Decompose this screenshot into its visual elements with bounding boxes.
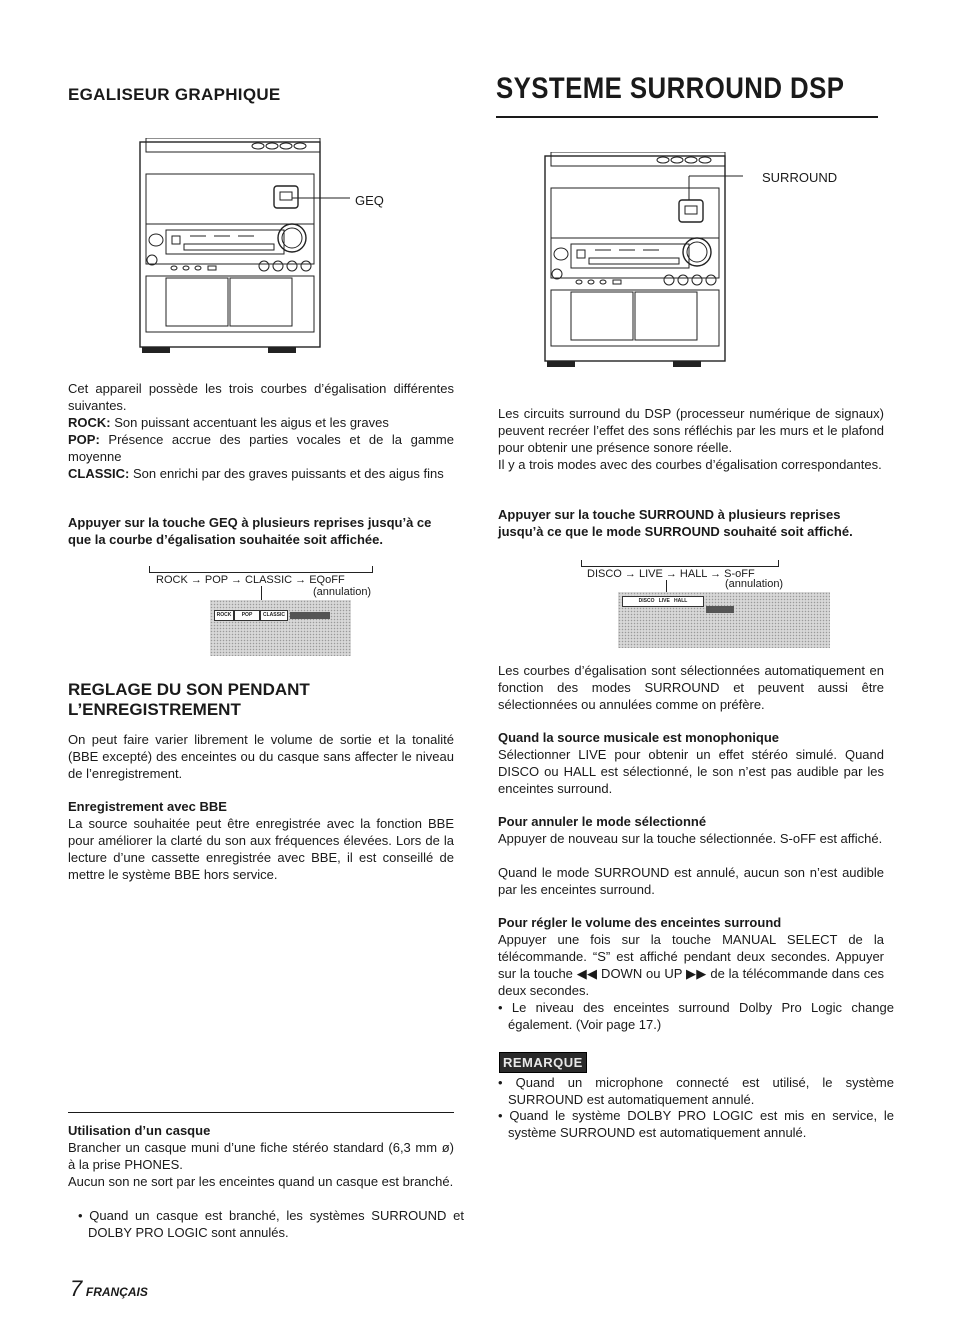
note-1: • Quand un microphone connecté est utilisé, le système SURROUND est automatiquement annulé.	[498, 1075, 894, 1107]
cancel-title: Pour annuler le mode sélectionné	[498, 814, 707, 829]
divider-line	[68, 1112, 454, 1113]
curve-pop	[68, 431, 454, 465]
volume-title: Pour régler le volume des enceintes surround	[498, 915, 782, 930]
geq-instruction: Appuyer sur la touche GEQ à plusieurs reprises jusqu’à ce que la courbe d’égalisation souhaitée soit affichée.	[68, 515, 432, 547]
lcd-rock: ROCK	[214, 610, 234, 621]
curve-rock-desc: Son puissant accentuant les aigus et les graves	[110, 415, 389, 430]
lcd-pop: POP	[234, 610, 260, 621]
cancel-body-2: Quand le mode SURROUND est annulé, aucun son n’est audible par les enceintes surround.	[498, 865, 884, 897]
lcd-classic: CLASSIC	[260, 610, 288, 621]
volume-body: Appuyer une fois sur la touche MANUAL SELECT de la télécommande. “S” est affiché pendant deux secondes. Appuyer sur la touche ◀◀ DOWN ou UP ▶▶ de la télécommande dans ces deux secondes.	[498, 932, 884, 998]
headphones-body-1: Brancher un casque muni d’une fiche stéréo standard (6,3 mm ø) à la prise PHONES.	[68, 1140, 454, 1172]
page-number: 7	[70, 1276, 83, 1301]
surround-sequence: DISCO → LIVE → HALL → S-oFF	[587, 568, 755, 580]
lcd-segment-bar	[706, 606, 734, 613]
stereo-unit-illustration-geq	[138, 138, 398, 360]
stereo-unit-illustration-surround	[543, 152, 743, 368]
curve-classic-desc: Son enrichi par des graves puissants et des aigus fins	[129, 466, 444, 481]
recording-title-line-1: REGLAGE DU SON PENDANT	[68, 680, 310, 699]
lcd-mode-row	[622, 596, 704, 607]
geq-sequence: ROCK → POP → CLASSIC → EQoFF	[156, 574, 345, 586]
volume-bullet: • Le niveau des enceintes surround Dolby Pro Logic change également. (Voir page 17.)	[498, 1000, 894, 1032]
bbe-body: La source souhaitée peut être enregistrée avec la fonction BBE pour améliorer la clarté du son aux fréquences élevées. Lors de la lecture d’une cassette enregistrée avec BBE, il est conseillé de mettre le système BBE hors service.	[68, 816, 454, 882]
page-footer	[70, 1276, 148, 1301]
curve-classic	[68, 465, 454, 482]
mono-title: Quand la source musicale est monophonique	[498, 730, 779, 745]
section-title-equalizer: EGALISEUR GRAPHIQUE	[68, 85, 281, 104]
lcd-disco: DISCO	[638, 598, 655, 604]
section-title-dsp: SYSTEME SURROUND DSP	[496, 72, 845, 105]
auto-eq-text: Les courbes d’égalisation sont sélectionnées automatiquement en fonction des modes SURROUND et peuvent aussi être sélectionnées ou annulées comme on préfère.	[498, 663, 884, 712]
lcd-live: LIVE	[658, 598, 670, 604]
section-title-recording	[68, 680, 454, 720]
surround-button-label: SURROUND	[762, 170, 838, 185]
headphones-body-2: Aucun son ne sort par les enceintes quand un casque est branché.	[68, 1174, 454, 1189]
headphones-bullet: • Quand un casque est branché, les systèmes SURROUND et DOLBY PRO LOGIC sont annulés.	[78, 1208, 464, 1240]
footer-language: FRANÇAIS	[85, 1285, 148, 1299]
dsp-modes-text: Il y a trois modes avec des courbes d’égalisation correspondantes.	[498, 457, 882, 472]
lcd-segment-bar	[290, 612, 330, 619]
headphones-title: Utilisation d’un casque	[68, 1123, 211, 1138]
remarque-label: REMARQUE	[499, 1052, 587, 1073]
eq-intro-text: Cet appareil possède les trois courbes d’égalisation différentes suivantes.	[68, 381, 454, 413]
geq-button-label: GEQ	[355, 193, 384, 208]
note-2: • Quand le système DOLBY PRO LOGIC est mis en service, le système SURROUND est automatiquement annulé.	[498, 1108, 894, 1140]
recording-body: On peut faire varier librement le volume de sortie et la tonalité (BBE excepté) des enceintes ou du casque sans affecter le niveau de l’enregistrement.	[68, 732, 454, 781]
mono-body: Sélectionner LIVE pour obtenir un effet stéréo simulé. Quand DISCO ou HALL est sélectionné, le son n’est pas audible par les enceintes surround.	[498, 747, 884, 796]
curve-classic-term: CLASSIC:	[68, 466, 130, 481]
geq-lcd-display	[210, 600, 351, 656]
surround-instruction: Appuyer sur la touche SURROUND à plusieurs reprises jusqu’à ce que le mode SURROUND souhaité soit affiché.	[498, 507, 853, 539]
recording-title-line-2: L’ENREGISTREMENT	[68, 700, 241, 719]
lcd-hall: HALL	[673, 598, 688, 604]
cancel-body-1: Appuyer de nouveau sur la touche sélectionnée. S-oFF est affiché.	[498, 831, 883, 846]
geq-sequence-note: (annulation)	[313, 586, 372, 598]
surround-sequence-note: (annulation)	[725, 578, 784, 590]
surround-lcd-display	[618, 592, 830, 648]
curve-rock	[68, 414, 454, 431]
bbe-title: Enregistrement avec BBE	[68, 799, 227, 814]
curve-rock-term: ROCK:	[68, 415, 111, 430]
curve-list	[68, 414, 454, 482]
curve-pop-term: POP:	[68, 432, 100, 447]
curve-pop-desc: Présence accrue des parties vocales et de la gamme moyenne	[68, 432, 454, 464]
dsp-intro-text: Les circuits surround du DSP (processeur numérique de signaux) peuvent recréer l’effet des sons réfléchis par les murs et le plafond pour obtenir une présence sonore réelle.	[498, 406, 884, 455]
remarque-badge	[499, 1052, 587, 1073]
title-underline	[496, 116, 878, 118]
